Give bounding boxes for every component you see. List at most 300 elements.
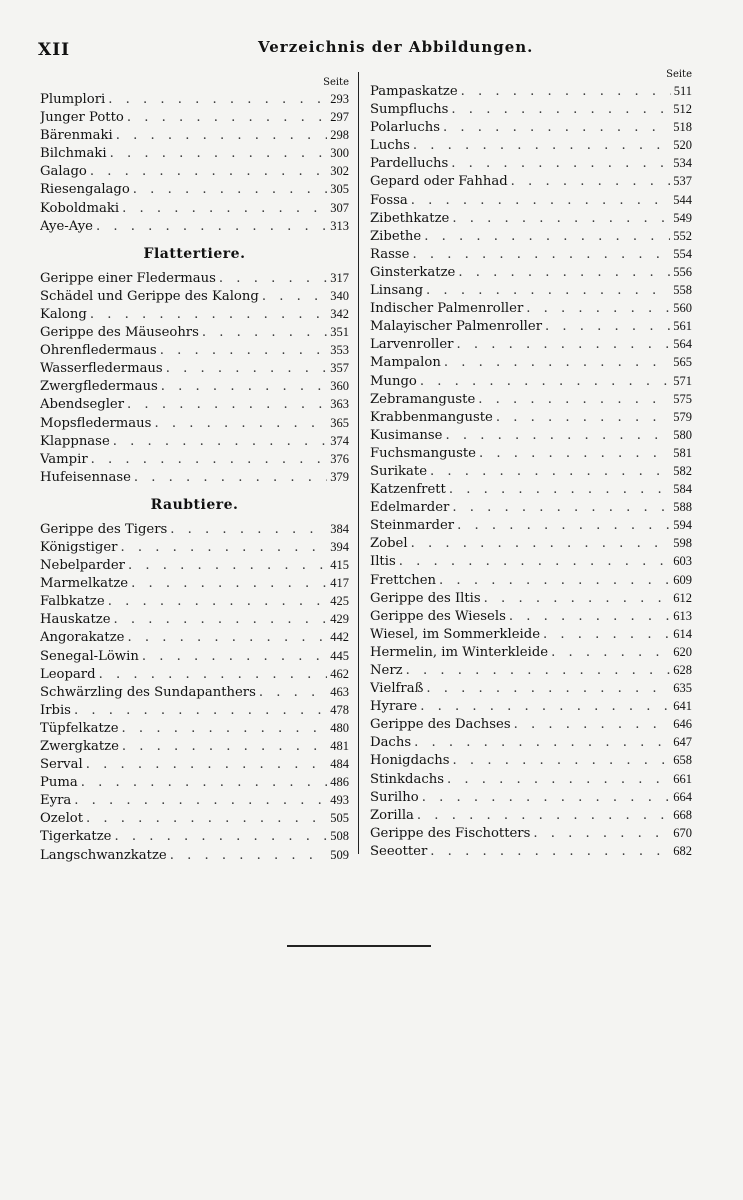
entry-name: Sumpfluchs [370, 102, 449, 118]
page-number: XII [38, 40, 71, 60]
dot-leader [444, 354, 670, 371]
entry-page: 594 [673, 518, 692, 533]
dot-leader [452, 210, 670, 227]
list-item [40, 827, 349, 845]
list-item [370, 788, 692, 806]
dot-leader [114, 828, 327, 845]
entry-name: Fossa [370, 192, 408, 208]
entry-page: 293 [330, 92, 349, 106]
dot-leader [114, 611, 328, 628]
entry-name: Mopsfledermaus [40, 415, 152, 431]
dot-leader [74, 792, 327, 809]
entry-page: 297 [330, 110, 349, 125]
entry-page: 580 [673, 427, 692, 442]
entry-page: 508 [330, 829, 349, 844]
list-item [40, 341, 349, 359]
list-item [40, 683, 349, 701]
entry-name: Gerippe des Iltis [370, 590, 481, 606]
entry-name: Zorilla [370, 807, 414, 823]
entry-page: 670 [673, 825, 692, 840]
dot-leader [122, 720, 328, 737]
list-item [40, 468, 349, 486]
entry-page: 598 [673, 536, 692, 551]
entry-page: 512 [673, 102, 692, 117]
list-item [370, 607, 692, 625]
entry-page: 505 [330, 811, 349, 826]
entry-page: 384 [330, 521, 349, 536]
entry-name: Riesengalago [40, 182, 130, 198]
dot-leader [426, 282, 670, 299]
list-item [40, 592, 349, 610]
entry-list-primates [40, 90, 349, 235]
dot-leader [479, 445, 670, 462]
entry-page: 661 [673, 771, 692, 786]
dot-leader [445, 427, 670, 444]
entry-name: Stinkdachs [370, 771, 444, 787]
entry-page: 357 [330, 361, 349, 376]
section-heading-raubtiere: Raubtiere. [150, 496, 239, 513]
entry-page: 603 [673, 554, 692, 569]
entry-name: Klappnase [40, 433, 110, 449]
entry-page: 537 [673, 174, 692, 189]
list-item [370, 209, 692, 227]
entry-page: 509 [330, 847, 349, 862]
list-item [40, 217, 349, 235]
entry-page: 575 [673, 391, 692, 406]
dot-leader [543, 626, 670, 643]
entry-page: 646 [673, 717, 692, 732]
list-item [370, 426, 692, 444]
dot-leader [219, 270, 327, 287]
entry-page: 584 [673, 482, 692, 497]
footer-rule [287, 945, 431, 947]
entry-page: 480 [330, 720, 349, 735]
dot-leader [478, 391, 670, 408]
dot-leader [461, 83, 671, 100]
list-item [40, 520, 349, 538]
entry-page: 486 [330, 775, 349, 790]
dot-leader [259, 684, 327, 701]
dot-leader [122, 738, 327, 755]
list-item [40, 180, 349, 198]
list-item [40, 809, 349, 827]
list-item [370, 643, 692, 661]
dot-leader [170, 521, 327, 538]
list-item [370, 625, 692, 643]
entry-page: 628 [673, 663, 692, 677]
list-item [370, 679, 692, 697]
list-item [370, 390, 692, 408]
dot-leader [414, 734, 670, 751]
entry-page: 560 [673, 301, 692, 316]
entry-name: Bilchmaki [40, 146, 107, 162]
entry-name: Katzenfrett [370, 482, 446, 498]
list-item [370, 661, 692, 679]
entry-name: Luchs [370, 138, 410, 154]
entry-name: Marmelkatze [40, 576, 129, 592]
list-item [370, 751, 692, 769]
dot-leader [99, 666, 328, 683]
list-item [40, 647, 349, 665]
dot-leader [86, 756, 328, 773]
entry-name: Langschwanzkatze [40, 847, 167, 863]
entry-name: Zwergkatze [40, 739, 119, 754]
list-item [370, 118, 692, 136]
list-item [40, 108, 349, 126]
dot-leader [422, 789, 671, 806]
entry-name: Hermelin, im Winterkleide [370, 644, 549, 660]
list-item [40, 538, 349, 556]
entry-page: 544 [673, 192, 692, 207]
dot-leader [457, 517, 670, 534]
entry-page: 556 [673, 264, 692, 279]
entry-page: 658 [673, 753, 692, 768]
entry-page: 534 [673, 156, 692, 171]
list-item [40, 395, 349, 413]
entry-name: Gerippe des Fischotters [370, 825, 531, 841]
dot-leader [509, 608, 670, 625]
dot-leader [451, 155, 670, 172]
entry-page: 365 [330, 415, 349, 430]
entry-name: Wiesel, im Sommerkleide [370, 626, 541, 642]
entry-name: Ozelot [40, 811, 84, 827]
entry-page: 647 [673, 735, 692, 750]
dot-leader [411, 192, 670, 209]
list-item [40, 574, 349, 592]
list-item [40, 359, 349, 377]
dot-leader [131, 575, 327, 592]
dot-leader [447, 771, 670, 788]
entry-page: 511 [673, 84, 692, 98]
entry-name: Honigdachs [370, 753, 450, 769]
entry-name: Zobel [370, 536, 408, 552]
list-item [370, 136, 692, 154]
list-item [370, 552, 692, 570]
entry-name: Larvenroller [370, 337, 454, 353]
entry-page: 668 [673, 807, 692, 822]
dot-leader [161, 378, 327, 395]
entry-name: Indischer Palmenroller [370, 301, 524, 317]
dot-leader [108, 91, 327, 108]
entry-name: Schwärzling des Sundapanthers [40, 684, 256, 700]
entry-name: Dachs [370, 735, 412, 751]
entry-page: 415 [330, 558, 349, 573]
entry-name: Serval [40, 757, 83, 773]
dot-leader [514, 716, 671, 733]
entry-page: 635 [673, 681, 692, 696]
dot-leader [456, 336, 670, 353]
entry-name: Gerippe des Wiesels [370, 608, 506, 624]
list-item [40, 773, 349, 791]
dot-leader [110, 145, 328, 162]
dot-leader [412, 246, 670, 263]
entry-name: Wasserfledermaus [40, 361, 163, 377]
entry-name: Senegal-Löwin [40, 648, 139, 664]
entry-name: Junger Potto [40, 110, 124, 126]
list-item [370, 444, 692, 462]
entry-page: 442 [330, 630, 349, 645]
entry-name: Königstiger [40, 539, 118, 555]
entry-page: 641 [673, 699, 692, 714]
dot-leader [545, 318, 670, 335]
dot-leader [128, 557, 327, 574]
entry-page: 417 [330, 576, 349, 591]
list-item [40, 665, 349, 683]
entry-name: Kusimanse [370, 427, 443, 443]
entry-name: Iltis [370, 554, 396, 570]
entry-list-raubtiere-continued [370, 82, 692, 860]
entry-name: Zebramanguste [370, 391, 476, 407]
entry-name: Galago [40, 164, 87, 180]
entry-list-raubtiere [40, 520, 349, 864]
entry-page: 342 [330, 306, 349, 321]
dot-leader [154, 415, 327, 432]
entry-list-flattertiere [40, 269, 349, 486]
list-item [40, 432, 349, 450]
list-item [370, 806, 692, 824]
entry-name: Zibethe [370, 228, 422, 244]
entry-page: 317 [330, 270, 349, 285]
entry-name: Gerippe des Mäuseohrs [40, 325, 199, 341]
entry-page: 298 [330, 128, 349, 143]
dot-leader [417, 807, 670, 824]
entry-name: Nerz [370, 663, 403, 678]
dot-leader [120, 539, 327, 556]
list-item [40, 414, 349, 432]
entry-name: Nebelparder [40, 558, 125, 574]
entry-page: 614 [673, 626, 692, 641]
list-item [370, 733, 692, 751]
dot-leader [262, 288, 327, 305]
entry-name: Fuchsmanguste [370, 445, 476, 461]
entry-page: 363 [330, 397, 349, 412]
dot-leader [160, 342, 328, 359]
list-item [370, 82, 692, 100]
dot-leader [551, 644, 670, 661]
dot-leader [426, 680, 670, 697]
entry-page: 307 [330, 200, 349, 215]
list-item [40, 377, 349, 395]
entry-name: Ohrenfledermaus [40, 343, 157, 359]
entry-name: Puma [40, 775, 78, 791]
entry-name: Zwergfledermaus [40, 379, 158, 395]
entry-name: Gepard oder Fahhad [370, 174, 508, 190]
left-column [40, 76, 349, 864]
dot-leader [511, 173, 671, 190]
entry-name: Steinmarder [370, 518, 455, 534]
list-item [40, 701, 349, 719]
list-item [370, 408, 692, 426]
entry-page: 394 [330, 539, 349, 554]
right-column [370, 68, 692, 860]
dot-leader [496, 409, 670, 426]
dot-leader [170, 847, 328, 864]
list-item [370, 263, 692, 281]
list-item [40, 90, 349, 108]
entry-page: 484 [330, 757, 349, 772]
entry-page: 564 [673, 337, 692, 352]
list-item [40, 162, 349, 180]
dot-leader [91, 451, 328, 468]
dot-leader [458, 264, 670, 281]
entry-name: Aye-Aye [40, 218, 93, 234]
entry-page: 520 [673, 138, 692, 153]
dot-leader [406, 662, 671, 679]
entry-page: 305 [330, 182, 349, 197]
entry-name: Schädel und Gerippe des Kalong [40, 288, 259, 304]
entry-name: Falbkatze [40, 594, 105, 610]
list-item [370, 480, 692, 498]
list-item [370, 299, 692, 317]
dot-leader [166, 360, 328, 377]
dot-leader [453, 752, 671, 769]
entry-name: Surikate [370, 463, 428, 479]
list-item [40, 323, 349, 341]
entry-name: Ginsterkatze [370, 264, 456, 280]
list-item [370, 227, 692, 245]
entry-name: Hauskatze [40, 612, 111, 628]
entry-page: 620 [673, 644, 692, 659]
entry-page: 565 [673, 355, 692, 370]
seite-label: Seite [666, 69, 692, 80]
entry-name: Tüpfelkatze [40, 720, 119, 736]
list-item [370, 842, 692, 860]
list-item [40, 628, 349, 646]
dot-leader [134, 469, 327, 486]
dot-leader [452, 499, 670, 516]
dot-leader [526, 300, 670, 317]
entry-page: 313 [330, 218, 349, 233]
entry-page: 682 [673, 843, 692, 858]
entry-name: Mampalon [370, 355, 441, 371]
dot-leader [127, 629, 327, 646]
entry-page: 561 [673, 319, 692, 334]
entry-page: 425 [330, 594, 349, 609]
entry-name: Angorakatze [40, 630, 125, 646]
entry-name: Edelmarder [370, 500, 450, 516]
list-item [370, 372, 692, 390]
list-item [370, 824, 692, 842]
list-item [370, 534, 692, 552]
list-item [40, 269, 349, 287]
entry-page: 300 [330, 146, 349, 161]
entry-name: Krabbenmanguste [370, 409, 493, 425]
entry-name: Irbis [40, 702, 71, 718]
list-item [370, 281, 692, 299]
dot-leader [484, 590, 671, 607]
list-item [370, 715, 692, 733]
dot-leader [413, 137, 670, 154]
entry-page: 478 [330, 702, 349, 717]
dot-leader [122, 200, 327, 217]
dot-leader [96, 218, 327, 235]
entry-name: Leopard [40, 666, 96, 682]
entry-page: 374 [330, 433, 349, 448]
dot-leader [533, 825, 670, 842]
entry-name: Pardelluchs [370, 156, 449, 172]
list-item [40, 450, 349, 468]
list-item [370, 770, 692, 788]
list-item [370, 589, 692, 607]
entry-page: 612 [673, 590, 692, 605]
running-title: Verzeichnis der Abbildungen. [258, 38, 534, 56]
list-item [40, 791, 349, 809]
dot-leader [430, 843, 670, 860]
entry-page: 558 [673, 283, 692, 298]
dot-leader [420, 698, 670, 715]
entry-page: 429 [330, 612, 349, 627]
entry-page: 588 [673, 500, 692, 515]
list-item [40, 556, 349, 574]
list-item [40, 144, 349, 162]
list-item [370, 697, 692, 715]
entry-page: 582 [673, 463, 692, 478]
list-item [40, 305, 349, 323]
list-item [370, 498, 692, 516]
dot-leader [142, 648, 327, 665]
dot-leader [127, 109, 327, 126]
entry-page: 462 [330, 666, 349, 681]
list-item [40, 126, 349, 144]
entry-name: Rasse [370, 246, 410, 262]
entry-name: Malayischer Palmenroller [370, 319, 543, 335]
entry-page: 552 [673, 228, 692, 243]
entry-page: 579 [673, 409, 692, 424]
entry-name: Vielfraß [370, 681, 424, 697]
entry-page: 360 [330, 379, 349, 394]
list-item [370, 516, 692, 534]
list-item [370, 245, 692, 263]
entry-page: 353 [330, 343, 349, 358]
entry-page: 613 [673, 608, 692, 623]
entry-name: Gerippe einer Fledermaus [40, 270, 216, 286]
entry-name: Mungo [370, 373, 417, 389]
dot-leader [411, 535, 671, 552]
list-item [40, 610, 349, 628]
entry-page: 571 [673, 373, 692, 388]
dot-leader [116, 127, 328, 144]
dot-leader [451, 101, 670, 118]
entry-page: 351 [330, 325, 349, 340]
entry-page: 518 [673, 120, 692, 135]
list-item [40, 287, 349, 305]
dot-leader [420, 373, 670, 390]
dot-leader [81, 774, 328, 791]
list-item [370, 154, 692, 172]
dot-leader [202, 324, 327, 341]
entry-name: Bärenmaki [40, 128, 113, 144]
entry-name: Linsang [370, 283, 424, 299]
entry-page: 302 [330, 164, 349, 179]
list-item [370, 335, 692, 353]
entry-name: Polarluchs [370, 120, 441, 136]
entry-name: Hyrare [370, 699, 418, 715]
entry-page: 609 [673, 572, 692, 587]
entry-name: Pampaskatze [370, 84, 458, 99]
entry-page: 376 [330, 451, 349, 466]
entry-name: Eyra [40, 793, 72, 809]
dot-leader [90, 163, 327, 180]
entry-name: Tigerkatze [40, 829, 112, 845]
entry-name: Vampir [40, 451, 88, 467]
dot-leader [74, 702, 327, 719]
entry-page: 445 [330, 648, 349, 663]
list-item [40, 737, 349, 755]
list-item [370, 100, 692, 118]
entry-name: Gerippe des Dachses [370, 717, 511, 733]
list-item [40, 719, 349, 737]
dot-leader [399, 553, 671, 570]
